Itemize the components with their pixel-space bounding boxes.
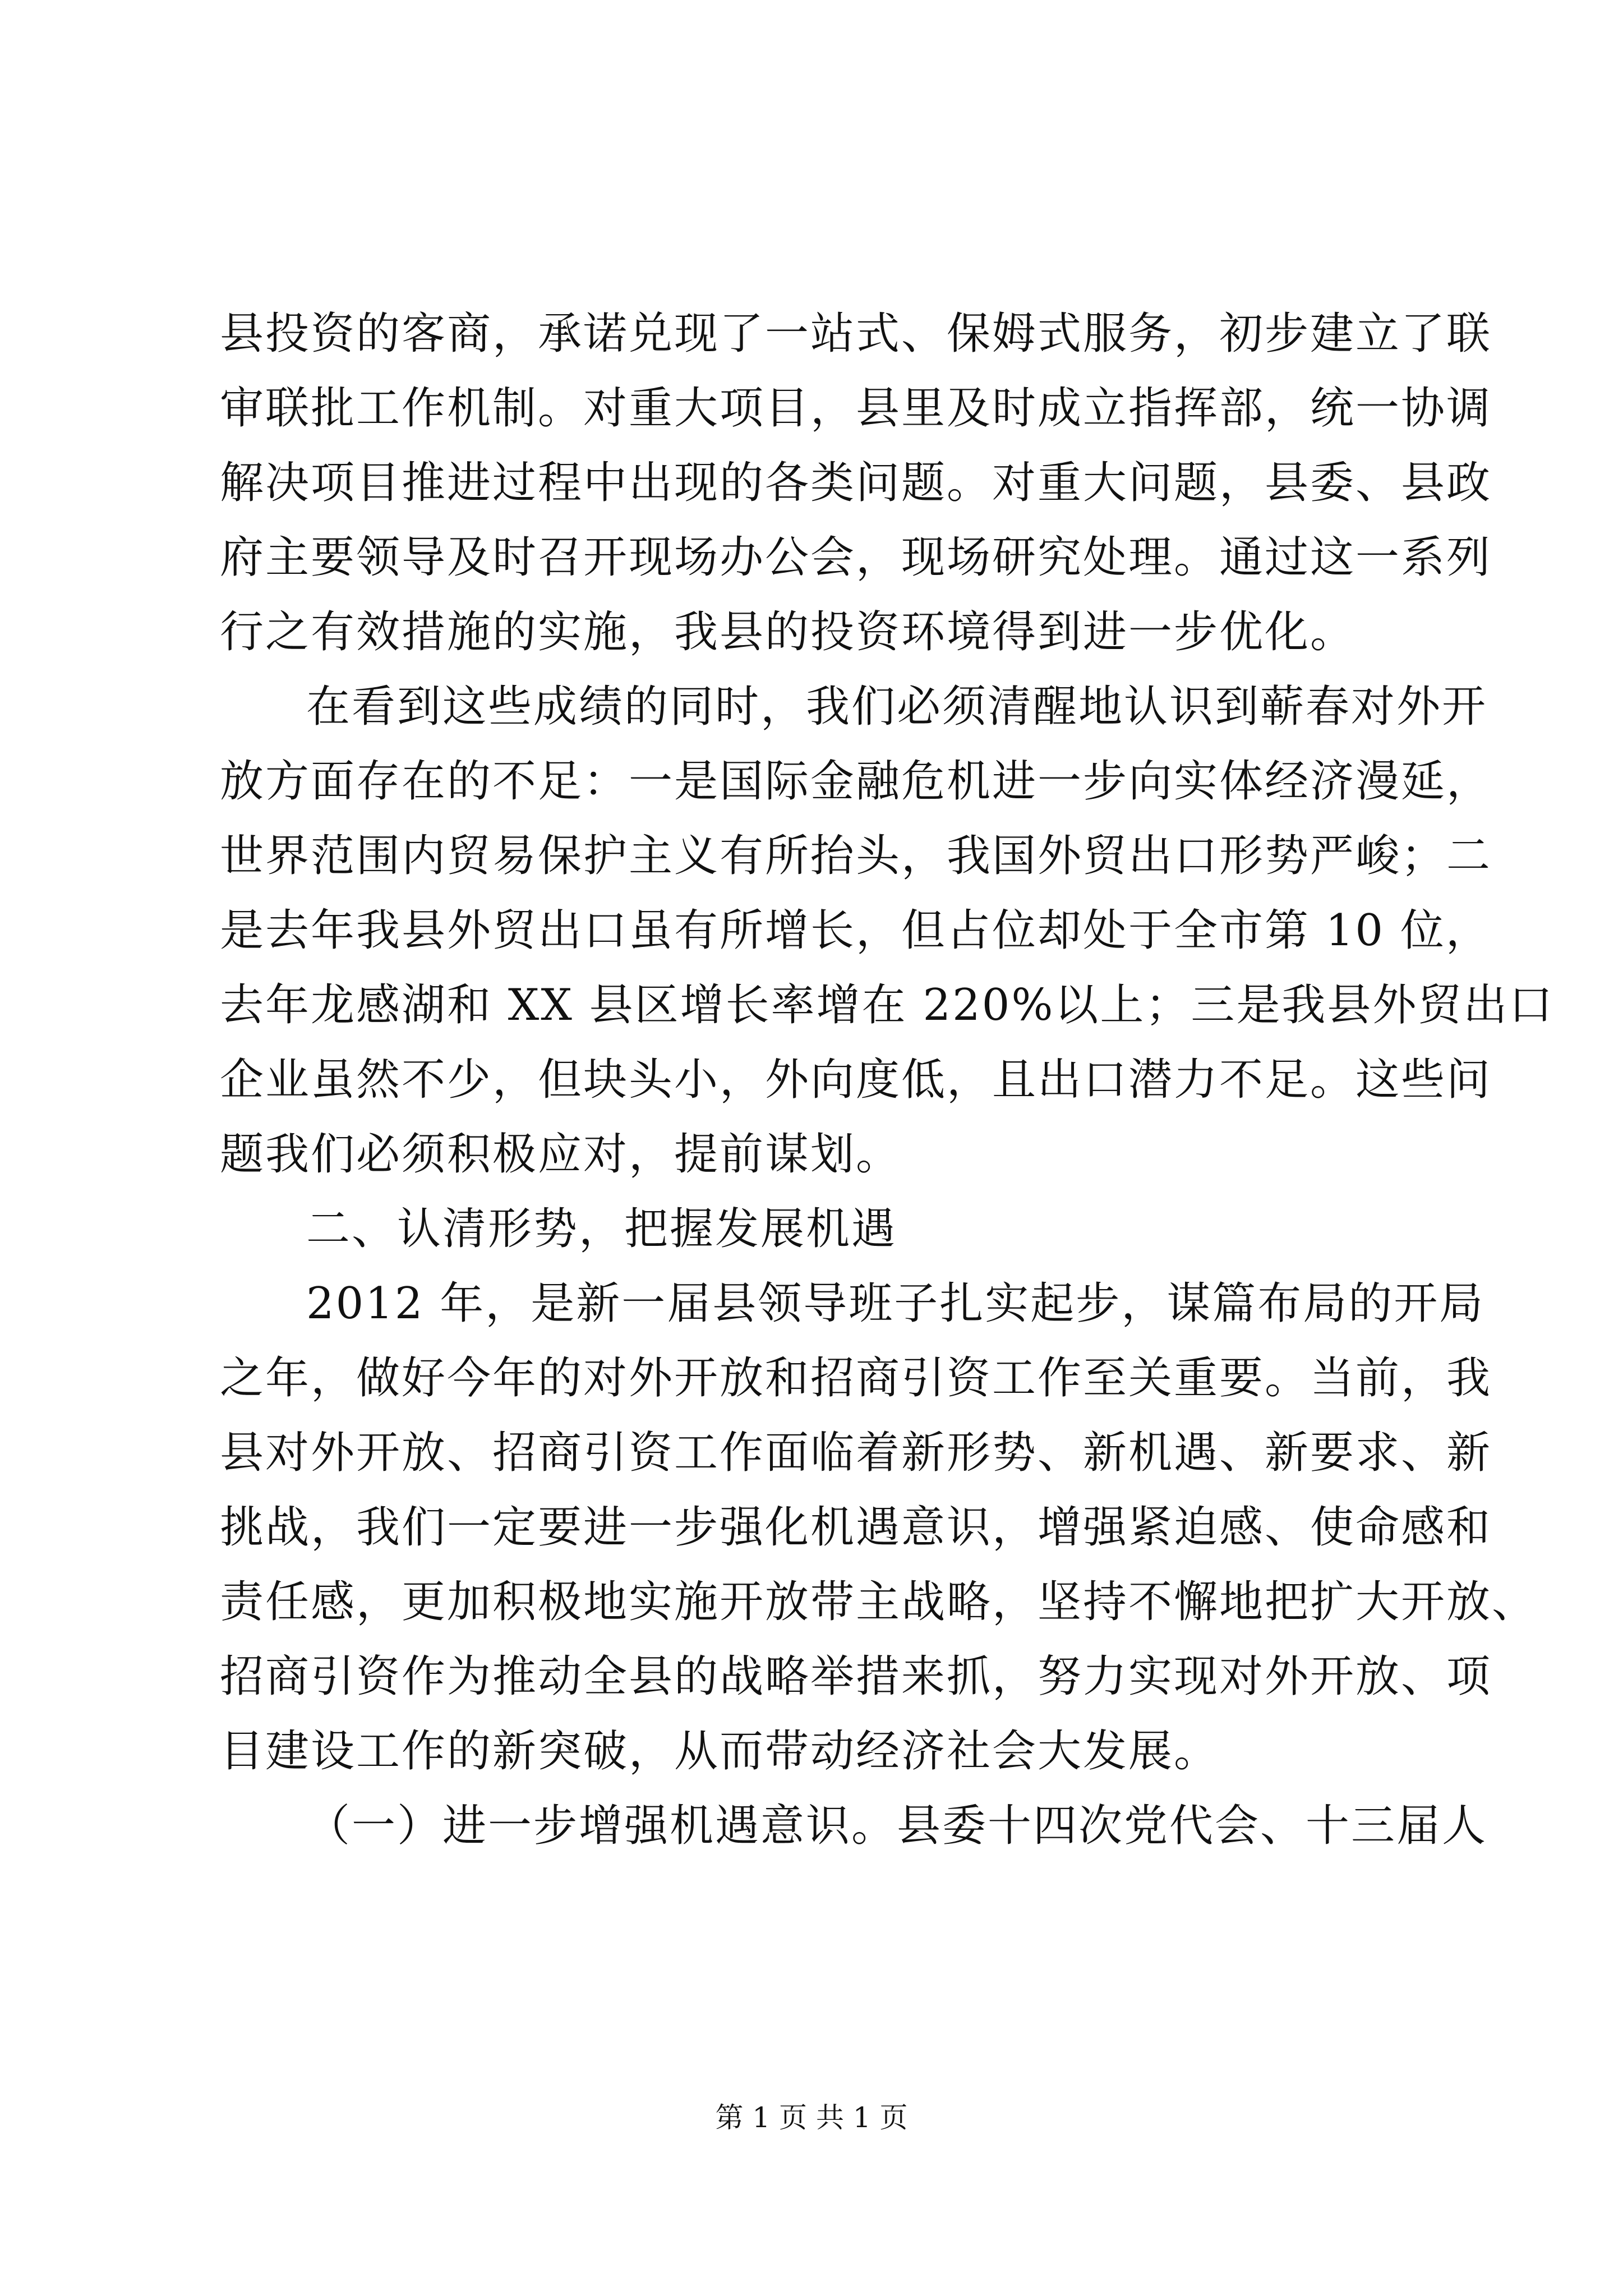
- text-line: 解决项目推进过程中出现的各类问题。对重大问题，县委、县政: [220, 458, 1492, 508]
- text-line: 之年，做好今年的对外开放和招商引资工作至关重要。当前，我: [220, 1353, 1492, 1404]
- text-line: 放方面存在的不足：一是国际金融危机进一步向实体经济漫延，: [220, 756, 1492, 807]
- text-line: 审联批工作机制。对重大项目，县里及时成立指挥部，统一协调: [220, 383, 1492, 434]
- paragraph-first-line: 在看到这些成绩的同时，我们必须清醒地认识到蕲春对外开: [306, 682, 1488, 732]
- text-line: 世界范围内贸易保护主义有所抬头，我国外贸出口形势严峻；二: [220, 831, 1492, 881]
- paragraph-first-line: 2012 年，是新一届县领导班子扎实起步，谋篇布局的开局: [306, 1278, 1485, 1329]
- text-line: 是去年我县外贸出口虽有所增长，但占位却处于全市第 10 位，: [220, 905, 1491, 956]
- subsection-heading: （一）进一步增强机遇意识。县委十四次党代会、十三届人: [306, 1801, 1488, 1851]
- text-line: 去年龙感湖和 XX 县区增长率增在 220%以上；三是我县外贸出口: [220, 980, 1555, 1030]
- text-line: 县对外开放、招商引资工作面临着新形势、新机遇、新要求、新: [220, 1428, 1492, 1478]
- text-line: 挑战，我们一定要进一步强化机遇意识，增强紧迫感、使命感和: [220, 1502, 1492, 1553]
- page-number-footer: 第 1 页 共 1 页: [715, 2101, 908, 2134]
- text-line: 企业虽然不少，但块头小，外向度低，且出口潜力不足。这些问: [220, 1055, 1492, 1105]
- text-line: 府主要领导及时召开现场办公会，现场研究处理。通过这一系列: [220, 532, 1492, 583]
- text-line: 目建设工作的新突破，从而带动经济社会大发展。: [220, 1726, 1220, 1777]
- text-line: 行之有效措施的实施，我县的投资环境得到进一步优化。: [220, 607, 1356, 657]
- text-line: 题我们必须积极应对，提前谋划。: [220, 1129, 902, 1180]
- text-line: 责任感，更加积极地实施开放带主战略，坚持不懈地把扩大开放、: [220, 1577, 1538, 1627]
- section-heading: 二、认清形势，把握发展机遇: [306, 1204, 897, 1254]
- text-line: 县投资的客商，承诺兑现了一站式、保姆式服务，初步建立了联: [220, 309, 1492, 359]
- text-line: 招商引资作为推动全县的战略举措来抓，努力实现对外开放、项: [220, 1651, 1492, 1702]
